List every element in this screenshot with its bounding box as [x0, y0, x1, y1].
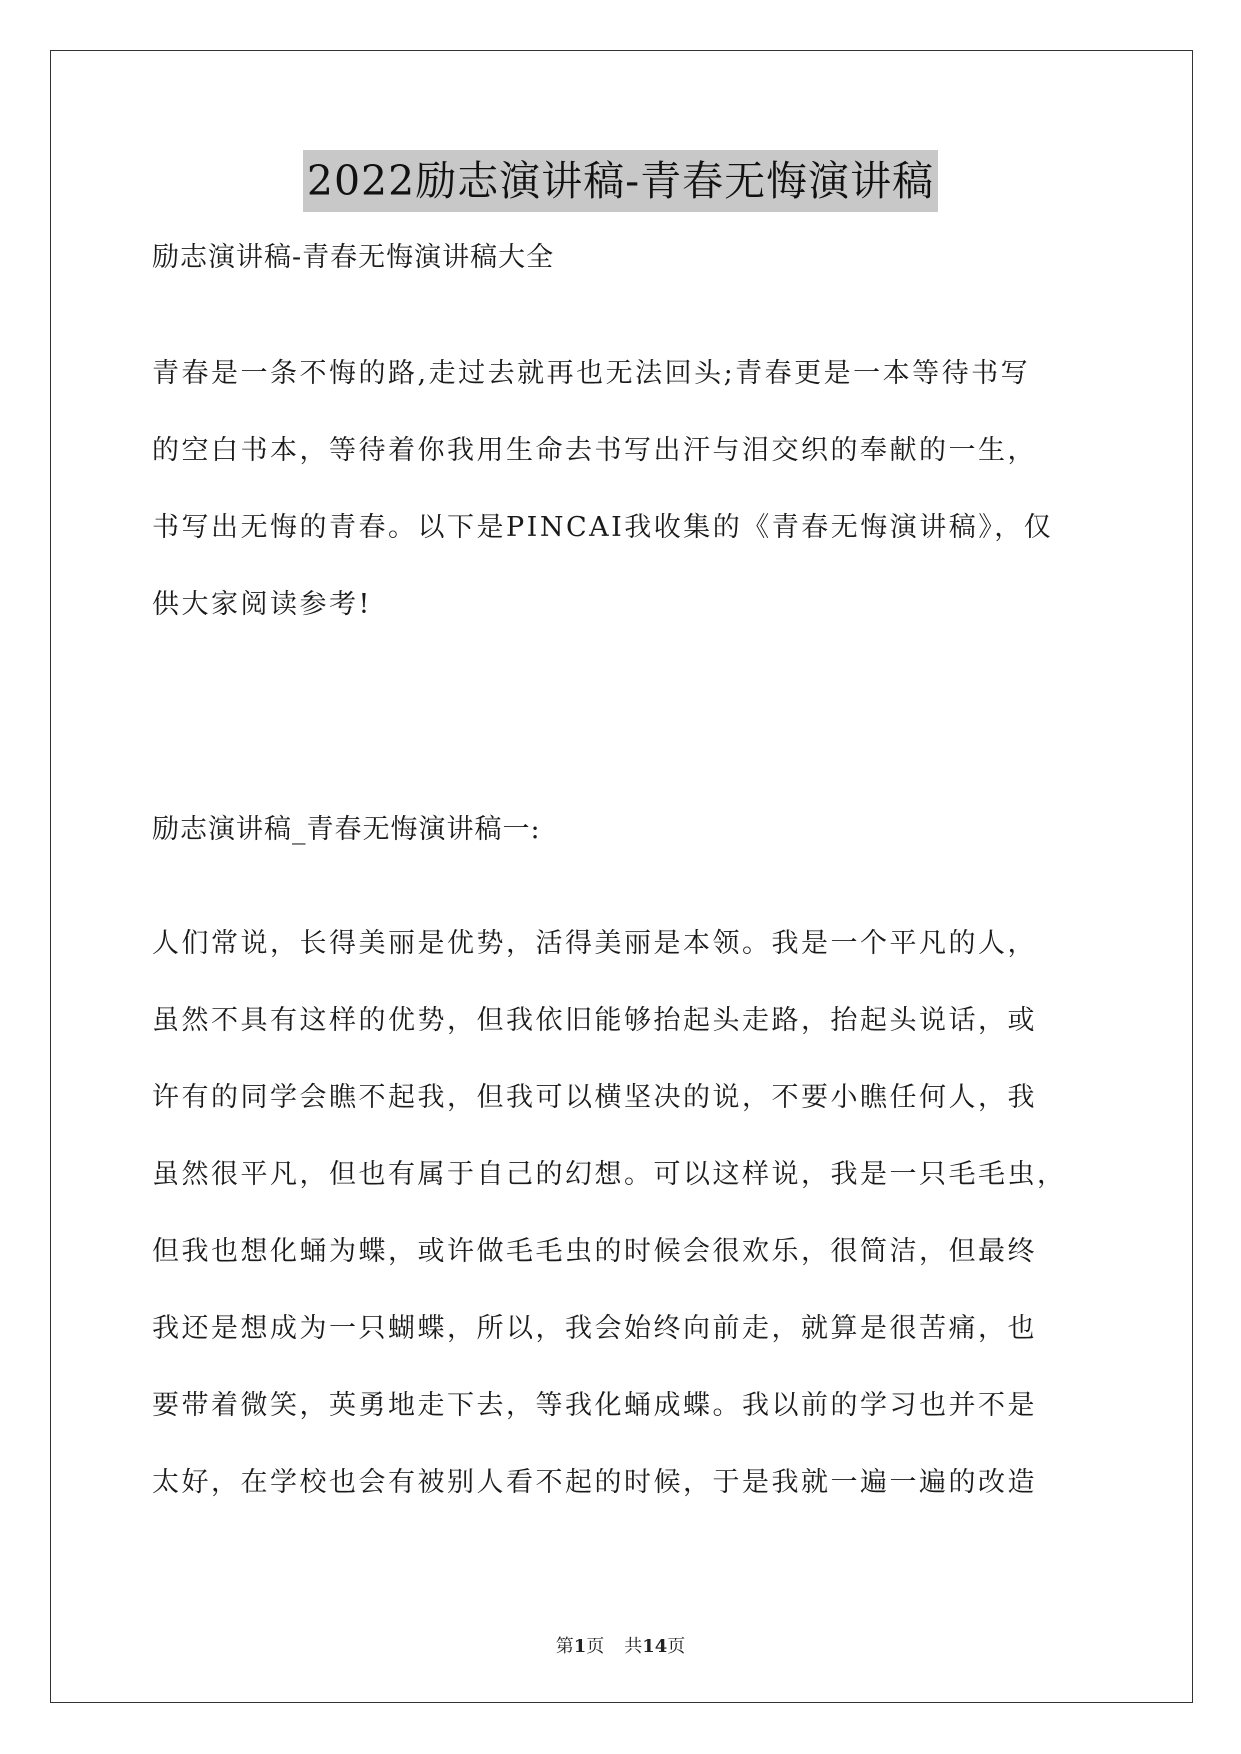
page-footer [0, 1632, 1241, 1658]
document-title: 2022励志演讲稿-青春无悔演讲稿 [303, 150, 938, 212]
page-current: 1 [573, 1636, 587, 1657]
intro-paragraph: 青春是一条不悔的路,走过去就再也无法回头;青春更是一本等待书写 的空白书本，等待着你我用生命去书写出汗与泪交织的奉献的一生， 书写出无悔的青春。以下是PINCAI我收集的《青春无悔演讲稿》，仅 供大家阅读参考! [152, 358, 1054, 620]
title-container [0, 150, 1241, 212]
body-paragraph: 人们常说，长得美丽是优势，活得美丽是本领。我是一个平凡的人， 虽然不具有这样的优势，但我依旧能够抬起头走路，抬起头说话，或 许有的同学会瞧不起我，但我可以横坚决的说，不要小瞧任何人，我 虽然很平凡，但也有属于自己的幻想。可以这样说，我是一只毛毛虫， 但我也想化蛹为蝶，或许做毛毛虫的时候会很欢乐，很简洁，但最终 我还是想成为一只蝴蝶，所以，我会始终向前走，就算是很苦痛，也 要带着微笑，英勇地走下去，等我化蛹成蝶。我以前的学习也并不是 太好，在学校也会有被别人看不起的时候，于是我就一遍一遍的改造 [152, 928, 1067, 1498]
page-suffix: 页 [586, 1636, 605, 1657]
document-subtitle: 励志演讲稿-青春无悔演讲稿大全 [152, 242, 555, 273]
page-prefix: 第 [555, 1636, 574, 1657]
section-heading: 励志演讲稿_青春无悔演讲稿一: [152, 814, 541, 845]
total-prefix: 共 [624, 1636, 643, 1657]
page-total: 14 [642, 1636, 668, 1657]
total-suffix: 页 [667, 1636, 686, 1657]
